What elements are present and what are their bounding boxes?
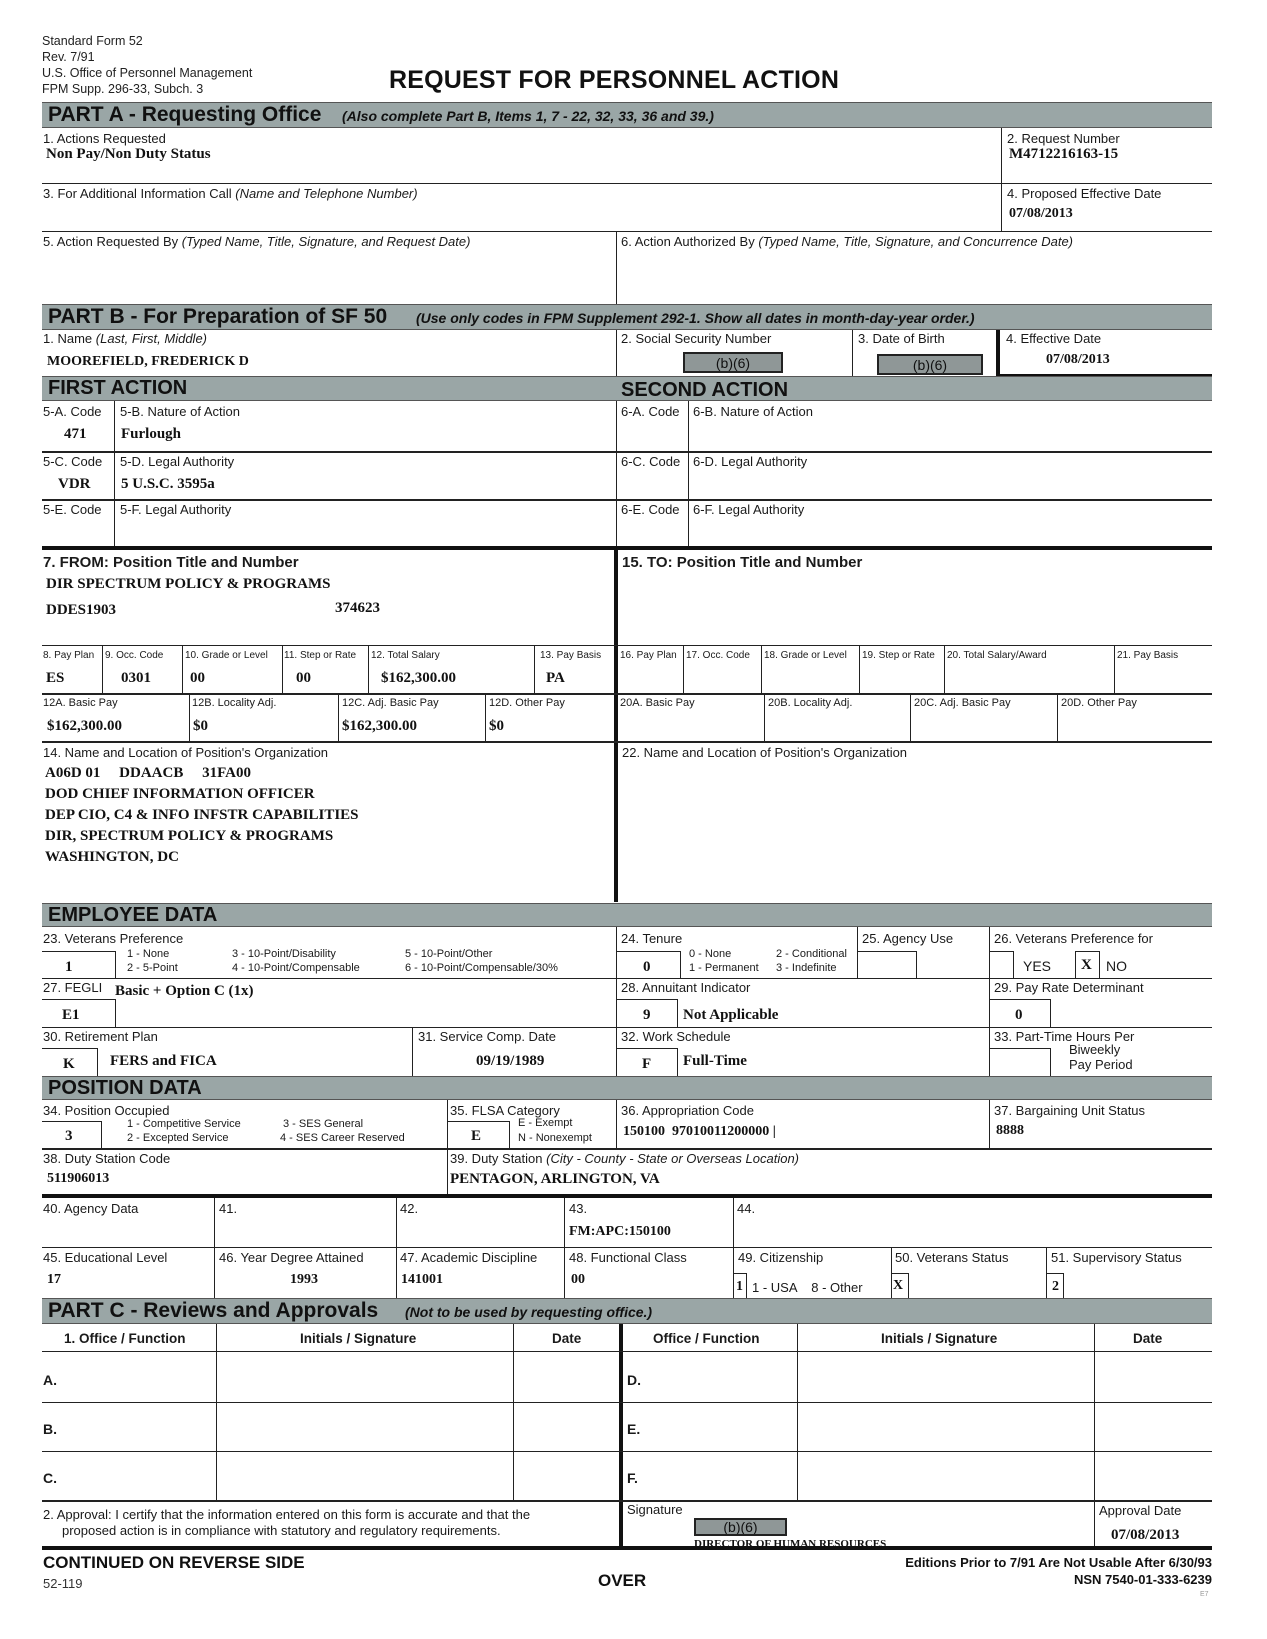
col-initials-left: Initials / Signature [300,1331,417,1346]
annuitant-label: 28. Annuitant Indicator [621,980,751,995]
no-label: NO [1106,958,1127,974]
from-position-number[interactable]: 374623 [335,600,380,616]
to-locality-label: 20B. Locality Adj. [768,697,853,709]
field-43-value[interactable]: FM:APC:150100 [569,1224,671,1239]
pay-rate-label: 29. Pay Rate Determinant [994,980,1144,995]
part-b-title: PART B - For Preparation of SF 50 [48,305,388,328]
position-data-title: POSITION DATA [48,1077,202,1099]
action-header [42,376,1212,401]
edu-label: 45. Educational Level [43,1250,168,1265]
col-office-left: 1. Office / Function [64,1331,186,1346]
over-label: OVER [598,1571,647,1590]
appropriation-label: 36. Appropriation Code [621,1103,754,1118]
duty-station-value[interactable]: PENTAGON, ARLINGTON, VA [450,1171,660,1187]
nature-5b-value[interactable]: Furlough [121,426,182,442]
part-a-title: PART A - Requesting Office [48,103,322,126]
legal-5d-label: 5-D. Legal Authority [120,454,235,469]
effective-date-label: 4. Effective Date [1006,331,1102,346]
pay-rate-value: 0 [1015,1007,1023,1023]
review-row-d[interactable]: D. [627,1372,641,1388]
part-a-header [42,102,1212,128]
code-5c-value[interactable]: VDR [58,476,91,492]
proposed-date-label: 4. Proposed Effective Date [1007,186,1162,201]
form-id-line: Rev. 7/91 [42,50,95,64]
annuitant-code: 9 [643,1007,651,1023]
citizenship-value: 1 [736,1279,743,1294]
duty-code-value[interactable]: 511906013 [47,1171,110,1186]
bargaining-value[interactable]: 8888 [996,1123,1024,1138]
step-label: 11. Step or Rate [284,650,357,661]
code-5e-label: 5-E. Code [43,502,102,517]
org-line: DOD CHIEF INFORMATION OFFICER [45,786,315,802]
legal-6f-label: 6-F. Legal Authority [693,502,805,517]
form-id-line: Standard Form 52 [42,34,143,48]
func-value[interactable]: 00 [571,1272,585,1287]
func-label: 48. Functional Class [569,1250,687,1265]
to-occ-code-label: 17. Occ. Code [686,650,750,661]
code-6a-label: 6-A. Code [621,404,680,419]
org-line: A06D 01 DDAACB 31FA00 [45,765,251,781]
occ-code-value[interactable]: 0301 [121,670,151,686]
requested-by-label: 5. Action Requested By (Typed Name, Title, Signature, and Request Date) [43,234,471,249]
total-salary-label: 12. Total Salary [371,650,440,661]
vet-pref-value: 1 [65,959,73,975]
from-org-value[interactable] [45,763,359,868]
nsn-number: NSN 7540-01-333-6239 [1073,1572,1212,1587]
position-data-header [42,1076,1212,1100]
tenure-value: 0 [643,959,651,975]
to-basic-pay-label: 20A. Basic Pay [620,697,695,709]
tenure-option: 0 - None [689,948,732,960]
second-action-title: SECOND ACTION [621,379,789,401]
vet-pref-option: 6 - 10-Point/Compensable/30% [405,962,558,974]
duty-code-label: 38. Duty Station Code [43,1151,171,1166]
review-row-a[interactable]: A. [43,1372,57,1388]
col-date-left: Date [552,1331,582,1346]
approval-text: 2. Approval: I certify that the information entered on this form is accurate and that the proposed action is in compliance with statutory and regulatory requirements. [43,1507,531,1538]
employee-data-header [42,903,1212,927]
occupied-label: 34. Position Occupied [43,1103,170,1118]
signer-title: DIRECTOR OF HUMAN RESOURCES [694,1538,887,1550]
yes-label: YES [1023,958,1052,974]
page-title: REQUEST FOR PERSONNEL ACTION [389,66,840,94]
duty-station-label: 39. Duty Station (City - County - State or Overseas Location) [450,1151,799,1166]
supervisory-label: 51. Supervisory Status [1051,1250,1182,1265]
tenure-option: 3 - Indefinite [776,962,837,974]
actions-requested-label: 1. Actions Requested [43,131,166,146]
total-salary-value[interactable]: $162,300.00 [381,670,456,686]
effective-date-value[interactable]: 07/08/2013 [1046,352,1110,367]
dob-label: 3. Date of Birth [858,331,945,346]
first-action-title: FIRST ACTION [48,377,188,399]
approval-date-value[interactable]: 07/08/2013 [1111,1527,1180,1543]
col-initials-right: Initials / Signature [881,1331,998,1346]
legal-5d-value[interactable]: 5 U.S.C. 3595a [121,476,215,492]
year-value[interactable]: 1993 [290,1272,318,1287]
org-line: DEP CIO, C4 & INFO INFSTR CAPABILITIES [45,807,359,823]
part-a-subtitle: (Also complete Part B, Items 1, 7 - 22, 32, 33, 36 and 39.) [342,108,714,124]
occupied-option: 4 - SES Career Reserved [280,1132,405,1144]
part-b-header [42,304,1212,330]
step-value[interactable]: 00 [296,670,311,686]
adj-basic-value[interactable]: $162,300.00 [342,718,417,734]
review-row-f[interactable]: F. [627,1470,638,1486]
occupied-option: 2 - Excepted Service [127,1132,229,1144]
org-line: WASHINGTON, DC [45,849,179,865]
name-label: 1. Name (Last, First, Middle) [43,331,208,346]
code-5a-value[interactable]: 471 [64,426,87,442]
scd-value[interactable]: 09/19/1989 [476,1053,545,1069]
citizenship-options: 1 - USA 8 - Other [752,1280,863,1295]
occ-code-label: 9. Occ. Code [105,650,164,661]
authorized-by-label: 6. Action Authorized By (Typed Name, Title, Signature, and Concurrence Date) [621,234,1074,249]
adj-basic-label: 12C. Adj. Basic Pay [342,697,439,709]
pay-basis-value[interactable]: PA [546,670,565,686]
signature-label: Signature [627,1502,683,1517]
other-pay-label: 12D. Other Pay [489,697,565,709]
flsa-value: E [471,1128,482,1144]
to-pay-plan-label: 16. Pay Plan [620,650,677,661]
locality-value[interactable]: $0 [193,718,208,734]
part-c-header [42,1298,1212,1324]
to-pay-basis-label: 21. Pay Basis [1117,650,1179,661]
corner-mark: E7 [1200,1591,1209,1598]
edu-value[interactable]: 17 [47,1272,61,1287]
citizenship-label: 49. Citizenship [738,1250,824,1265]
from-position-code[interactable]: DDES1903 [46,602,117,618]
part-time-sub1: Biweekly [1069,1042,1121,1057]
to-org-label: 22. Name and Location of Position's Organization [622,745,908,760]
flsa-option: N - Nonexempt [518,1132,592,1144]
other-pay-value[interactable]: $0 [489,718,504,734]
ssn-label: 2. Social Security Number [621,331,772,346]
agency-data-label: 40. Agency Data [43,1201,139,1216]
nature-5b-label: 5-B. Nature of Action [120,404,240,419]
pay-plan-label: 8. Pay Plan [43,650,95,661]
request-number-label: 2. Request Number [1007,131,1120,146]
vet-status-label: 50. Veterans Status [895,1250,1009,1265]
part-c-subtitle: (Not to be used by requesting office.) [405,1304,653,1320]
part-time-label: 33. Part-Time Hours Per [994,1029,1135,1044]
vet-pref-label: 23. Veterans Preference [43,931,184,946]
legal-6d-label: 6-D. Legal Authority [693,454,808,469]
form-id-line: U.S. Office of Personnel Management [42,66,253,80]
legal-5f-label: 5-F. Legal Authority [120,502,232,517]
approval-date-label: Approval Date [1099,1503,1182,1518]
vet-pref-option: 1 - None [127,948,170,960]
from-position-title[interactable]: DIR SPECTRUM POLICY & PROGRAMS [46,576,331,592]
supervisory-value: 2 [1052,1279,1059,1294]
occupied-option: 1 - Competitive Service [127,1118,241,1130]
field-42-label: 42. [400,1201,419,1216]
col-office-right: Office / Function [653,1331,760,1346]
retirement-label: 30. Retirement Plan [43,1029,158,1044]
pay-plan-value[interactable]: ES [46,670,65,686]
tenure-option: 2 - Conditional [776,948,847,960]
review-row-b[interactable]: B. [43,1421,57,1437]
form-identifier [42,33,252,97]
pay-basis-label: 13. Pay Basis [540,650,602,661]
dob-redacted: (b)(6) [877,354,983,375]
part-time-sub2: Pay Period [1069,1057,1133,1072]
flsa-label: 35. FLSA Category [450,1103,560,1118]
part-b-subtitle: (Use only codes in FPM Supplement 292-1. Show all dates in month-day-year order.) [416,310,975,326]
name-value[interactable]: MOOREFIELD, FREDERICK D [47,354,249,369]
appropriation-value[interactable]: 150100 97010011200000 | [623,1124,776,1139]
annuitant-value[interactable]: Not Applicable [683,1007,779,1023]
vet-pref-option: 4 - 10-Point/Compensable [232,962,360,974]
discipline-label: 47. Academic Discipline [400,1250,538,1265]
from-title-label: 7. FROM: Position Title and Number [43,554,299,571]
continued-note: CONTINUED ON REVERSE SIDE [43,1553,305,1572]
retirement-value[interactable]: FERS and FICA [110,1053,217,1069]
vet-pref-option: 2 - 5-Point [127,962,178,974]
year-label: 46. Year Degree Attained [219,1250,364,1265]
flsa-option: E - Exempt [518,1117,573,1129]
request-number-value[interactable]: M4712216163-15 [1009,146,1119,162]
field-44-label: 44. [737,1201,756,1216]
review-row-e[interactable]: E. [627,1421,641,1437]
vet-pref-rif-label: 26. Veterans Preference for [994,931,1153,946]
fegli-code: E1 [62,1007,80,1023]
review-row-c[interactable]: C. [43,1470,57,1486]
fegli-label: 27. FEGLI [43,980,103,995]
work-schedule-label: 32. Work Schedule [621,1029,731,1044]
code-5a-label: 5-A. Code [43,404,102,419]
to-total-salary-label: 20. Total Salary/Award [947,650,1047,661]
vet-pref-yes-box[interactable] [989,951,1014,978]
occupied-option: 3 - SES General [283,1118,364,1130]
grade-value[interactable]: 00 [190,670,205,686]
vet-pref-option: 5 - 10-Point/Other [405,948,493,960]
to-title-label: 15. TO: Position Title and Number [622,554,863,571]
part-time-box[interactable] [989,1048,1051,1076]
to-other-pay-label: 20D. Other Pay [1061,697,1137,709]
fegli-value[interactable]: Basic + Option C (1x) [115,983,254,999]
ssn-redacted: (b)(6) [683,352,783,373]
tenure-option: 1 - Permanent [689,962,759,974]
part-c-title: PART C - Reviews and Approvals [48,1299,379,1322]
agency-use-label: 25. Agency Use [862,931,954,946]
to-step-label: 19. Step or Rate [862,650,935,661]
field-43-label: 43. [569,1201,588,1216]
info-call-label: 3. For Additional Information Call (Name and Telephone Number) [43,186,418,201]
basic-pay-label: 12A. Basic Pay [43,697,118,709]
actions-requested-value[interactable]: Non Pay/Non Duty Status [46,146,211,162]
form-id-line: FPM Supp. 296-33, Subch. 3 [42,82,204,96]
scd-label: 31. Service Comp. Date [418,1029,557,1044]
discipline-value[interactable]: 141001 [401,1272,443,1287]
occupied-value: 3 [65,1128,73,1144]
work-schedule-value[interactable]: Full-Time [683,1053,747,1069]
signature-redacted: (b)(6) [694,1518,787,1536]
vet-pref-no-mark: X [1081,957,1092,973]
vet-status-value: X [893,1278,904,1293]
tenure-label: 24. Tenure [621,931,683,946]
from-org-label: 14. Name and Location of Position's Organization [43,745,329,760]
employee-data-title: EMPLOYEE DATA [48,904,218,926]
col-date-right: Date [1133,1331,1163,1346]
code-6e-label: 6-E. Code [621,502,680,517]
proposed-date-value[interactable]: 07/08/2013 [1009,206,1073,221]
editions-note: Editions Prior to 7/91 Are Not Usable After 6/30/93 [905,1555,1212,1570]
to-grade-label: 18. Grade or Level [764,650,847,661]
org-line: DIR, SPECTRUM POLICY & PROGRAMS [45,828,334,844]
to-adj-basic-label: 20C. Adj. Basic Pay [914,697,1011,709]
grade-label: 10. Grade or Level [185,650,268,661]
locality-label: 12B. Locality Adj. [192,697,277,709]
form-code: 52-119 [43,1576,83,1591]
agency-use-box[interactable] [857,951,917,978]
vet-pref-option: 3 - 10-Point/Disability [232,948,336,960]
retirement-code: K [63,1056,75,1072]
basic-pay-value[interactable]: $162,300.00 [47,718,122,734]
bargaining-label: 37. Bargaining Unit Status [994,1103,1146,1118]
code-6c-label: 6-C. Code [621,454,681,469]
field-41-label: 41. [219,1201,238,1216]
code-5c-label: 5-C. Code [43,454,103,469]
vet-pref-box[interactable] [42,951,116,978]
nature-6b-label: 6-B. Nature of Action [693,404,813,419]
work-schedule-code: F [642,1056,652,1072]
